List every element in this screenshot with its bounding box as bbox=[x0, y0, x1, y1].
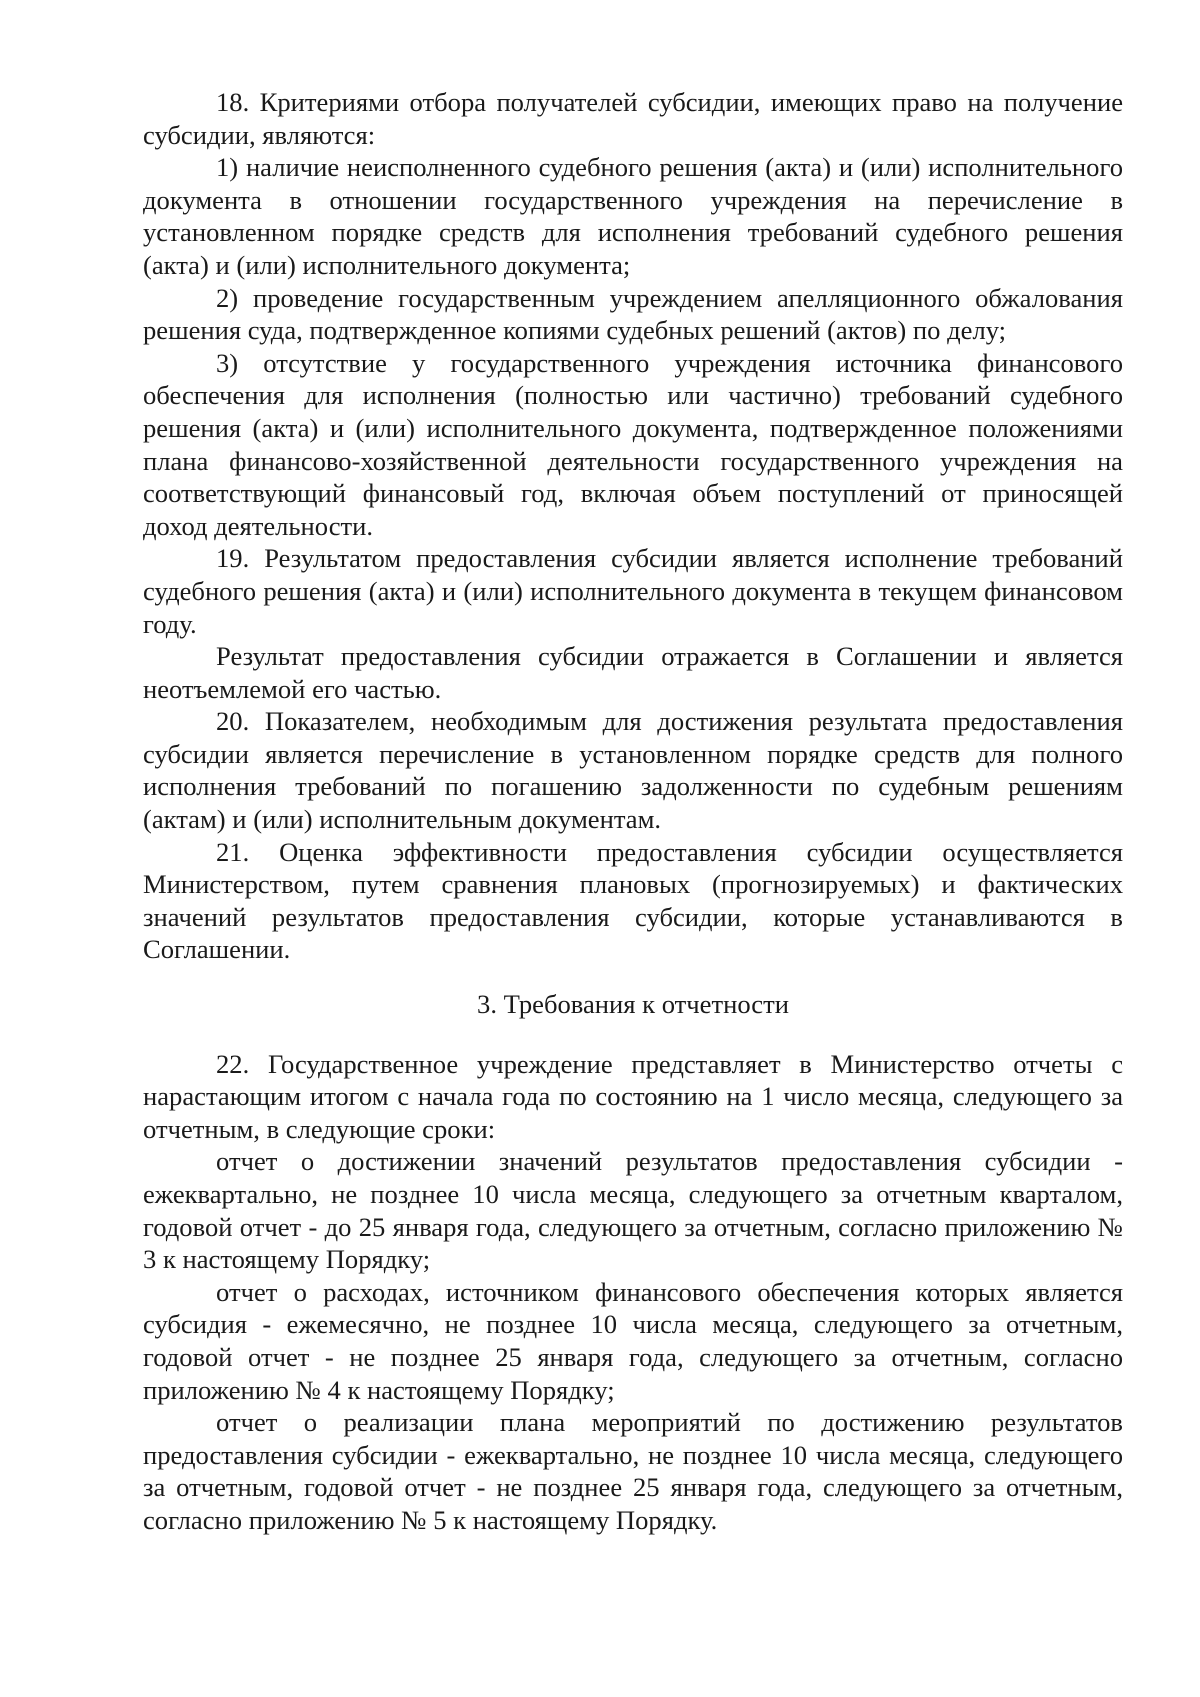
paragraph-21: 21. Оценка эффективности предоставления субсидии осуществляется Министерством, путем сравнения плановых (прогнозируемых) и фактических значений результатов предоставления субсидии, которые устанавливаются в Соглашении. bbox=[143, 836, 1123, 965]
paragraph-20: 20. Показателем, необходимым для достижения результата предоставления субсидии является перечисление в установленном порядке средств для полного исполнения требований по погашению задолженности по судебным решениям (актам) и (или) исполнительным документам. bbox=[143, 706, 1123, 835]
criterion-1: 1) наличие неисполненного судебного решения (акта) и (или) исполнительного документа в отношении государственного учреждения на перечисление в установленном порядке средств для исполнения требований судебного решения (акта) и (или) исполнительного документа; bbox=[143, 152, 1123, 280]
report-results: отчет о достижении значений результатов предоставления субсидии - ежеквартально, не позднее 10 числа месяца, следующего за отчетным кварталом, годовой отчет - до 25 января года, следующего за отчетным, согласно приложению № 3 к настоящему Порядку; bbox=[143, 1146, 1123, 1275]
document-page bbox=[143, 86, 1123, 1537]
paragraph-19: 19. Результатом предоставления субсидии является исполнение требований судебного решения (акта) и (или) исполнительного документа в текущем финансовом году. bbox=[143, 543, 1123, 639]
report-plan: отчет о реализации плана мероприятий по достижению результатов предоставления субсидии - ежеквартально, не позднее 10 числа месяца, следующего за отчетным, годовой отчет - не позднее 25 января года, следующего за отчетным, согласно приложению № 5 к настоящему Порядку. bbox=[143, 1407, 1123, 1535]
report-expenses: отчет о расходах, источником финансового обеспечения которых является субсидия - ежемесячно, не позднее 10 числа месяца, следующего за отчетным, годовой отчет - не позднее 25 января года, следующего за отчетным, согласно приложению № 4 к настоящему Порядку; bbox=[143, 1276, 1123, 1405]
paragraph-19-result: Результат предоставления субсидии отражается в Соглашении и является неотъемлемой его частью. bbox=[143, 641, 1123, 704]
section-heading: 3. Требования к отчетности bbox=[477, 989, 789, 1020]
criterion-3: 3) отсутствие у государственного учреждения источника финансового обеспечения для исполнения (полностью или частично) требований судебного решения (акта) и (или) исполнительного документа, подтвержденное положениями плана финансово-хозяйственной деятельности государственного учреждения на соответствующий финансовый год, включая объем поступлений от приносящей доход деятельности. bbox=[143, 347, 1123, 541]
paragraph-18: 18. Критериями отбора получателей субсидии, имеющих право на получение субсидии, являются: bbox=[143, 87, 1123, 150]
paragraph-22: 22. Государственное учреждение представляет в Министерство отчеты с нарастающим итогом с начала года по состоянию на 1 число месяца, следующего за отчетным, в следующие сроки: bbox=[143, 1048, 1123, 1144]
criterion-2: 2) проведение государственным учреждением апелляционного обжалования решения суда, подтвержденное копиями судебных решений (актов) по делу; bbox=[143, 282, 1123, 346]
